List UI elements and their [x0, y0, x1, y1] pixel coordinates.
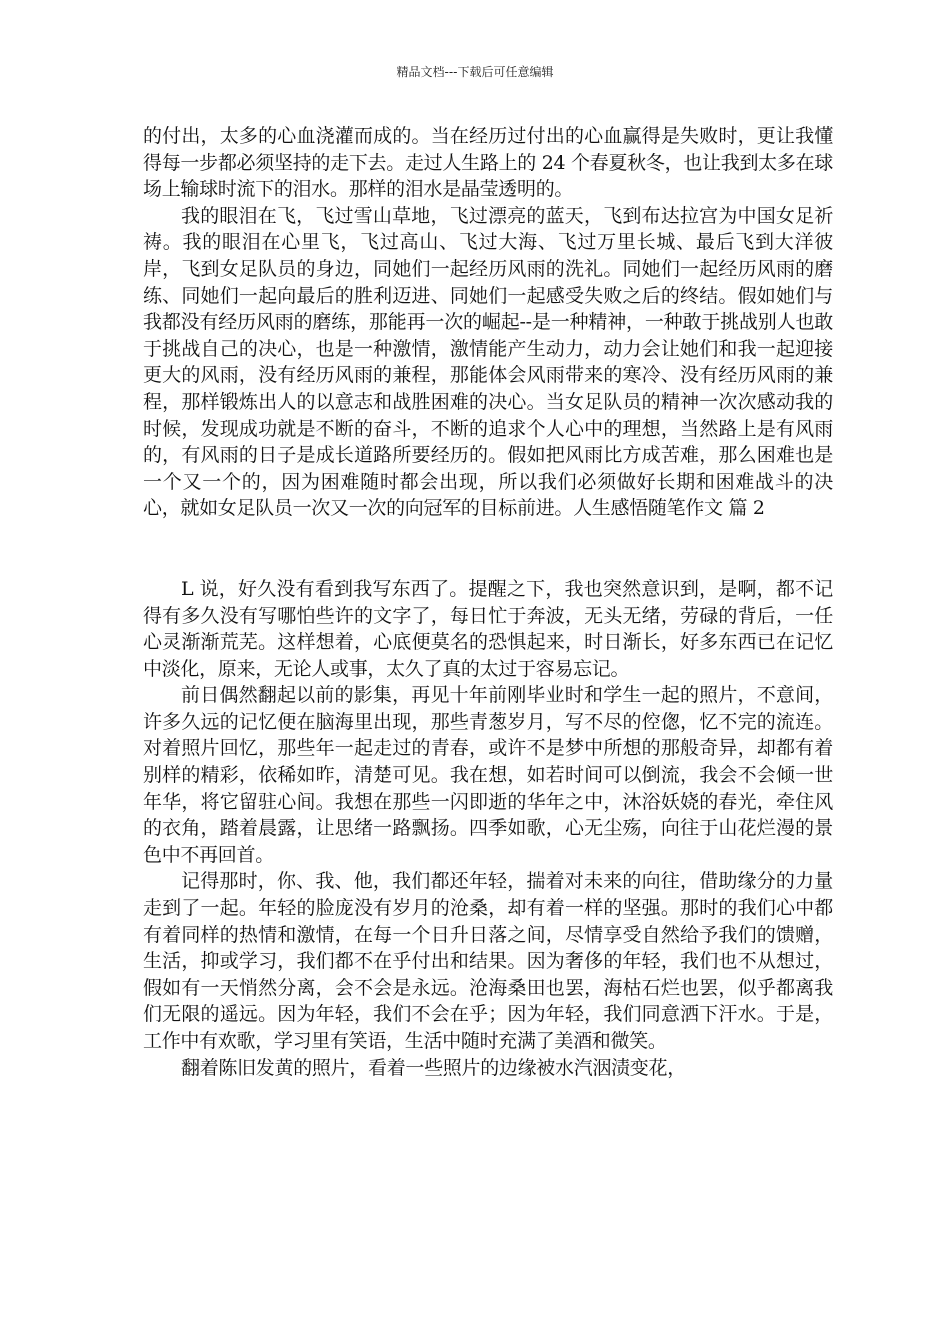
section-gap	[143, 522, 833, 576]
paragraph-1: 的付出，太多的心血浇灌而成的。当在经历过付出的心血赢得是失败时，更让我懂得每一步都必须坚持的走下去。走过人生路上的 24 个春夏秋冬，也让我到太多在球场上输球时流下的泪水。那样的泪水是晶莹透明的。	[143, 125, 833, 201]
page-header: 精品文档---下载后可任意编辑	[396, 65, 554, 79]
paragraph-2: 我的眼泪在飞，飞过雪山草地，飞过漂亮的蓝天，飞到布达拉宫为中国女足祈祷。我的眼泪在心里飞，飞过高山、飞过大海、飞过万里长城、最后飞到大洋彼岸，飞到女足队员的身边，同她们一起经历风雨的洗礼。同她们一起经历风雨的磨练、同她们一起向最后的胜利迈进、同她们一起感受失败之后的终结。假如她们与我都没有经历风雨的磨练，那能再一次的崛起--是一种精神，一种敢于挑战别人也敢于挑战自己的决心，也是一种激情，激情能产生动力，动力会让她们和我一起迎接更大的风雨，没有经历风雨的兼程，那能体会风雨带来的寒冷、没有经历风雨的兼程，那样锻炼出人的以意志和战胜困难的决心。当女足队员的精神一次次感动我的时候，发现成功就是不断的奋斗，不断的追求个人心中的理想，当然路上是有风雨的，有风雨的日子是成长道路所要经历的。假如把风雨比方成苦难，那么困难也是一个又一个的，因为困难随时都会出现，所以我们必须做好长期和困难战斗的决心，就如女足队员一次又一次的向冠军的目标前进。人生感悟随笔作文 篇 2	[143, 204, 833, 520]
paragraph-3: L 说，好久没有看到我写东西了。提醒之下，我也突然意识到，是啊，都不记得有多久没有写哪怕些许的文字了，每日忙于奔波，无头无绪，劳碌的背后，一任心灵渐渐荒芜。这样想着，心底便莫名的恐惧起来，时日渐长，好多东西已在记忆中淡化，原来，无论人或事，太久了真的太过于容易忘记。	[143, 577, 833, 680]
paragraph-6: 翻着陈旧发黄的照片，看着一些照片的边缘被水汽洇渍变花，	[181, 1056, 686, 1079]
document-body	[143, 123, 833, 1081]
paragraph-4: 前日偶然翻起以前的影集，再见十年前刚毕业时和学生一起的照片，不意间，许多久远的记忆便在脑海里出现，那些青葱岁月，写不尽的倥偬，忆不完的流连。对着照片回忆，那些年一起走过的青春，或许不是梦中所想的那般奇异，却都有着别样的精彩，依稀如昨，清楚可见。我在想，如若时间可以倒流，我会不会倾一世年华，将它留驻心间。我想在那些一闪即逝的华年之中，沐浴妖娆的春光，牵住风的衣角，踏着晨露，让思绪一路飘扬。四季如歌，心无尘殇，向往于山花烂漫的景色中不再回首。	[143, 684, 833, 866]
paragraph-5: 记得那时，你、我、他，我们都还年轻，揣着对未来的向往，借助缘分的力量走到了一起。年轻的脸庞没有岁月的沧桑，却有着一样的坚强。那时的我们心中都有着同样的热情和激情，在每一个日升日落之间，尽情享受自然给予我们的馈赠，生活，抑或学习，我们都不在乎付出和结果。因为奢侈的年轻，我们也不从想过，假如有一天悄然分离，会不会是永远。沧海桑田也罢，海枯石烂也罢，似乎都离我们无限的遥远。因为年轻，我们不会在乎；因为年轻，我们同意洒下汗水。于是，工作中有欢歌，学习里有笑语，生活中随时充满了美酒和微笑。	[143, 870, 833, 1052]
